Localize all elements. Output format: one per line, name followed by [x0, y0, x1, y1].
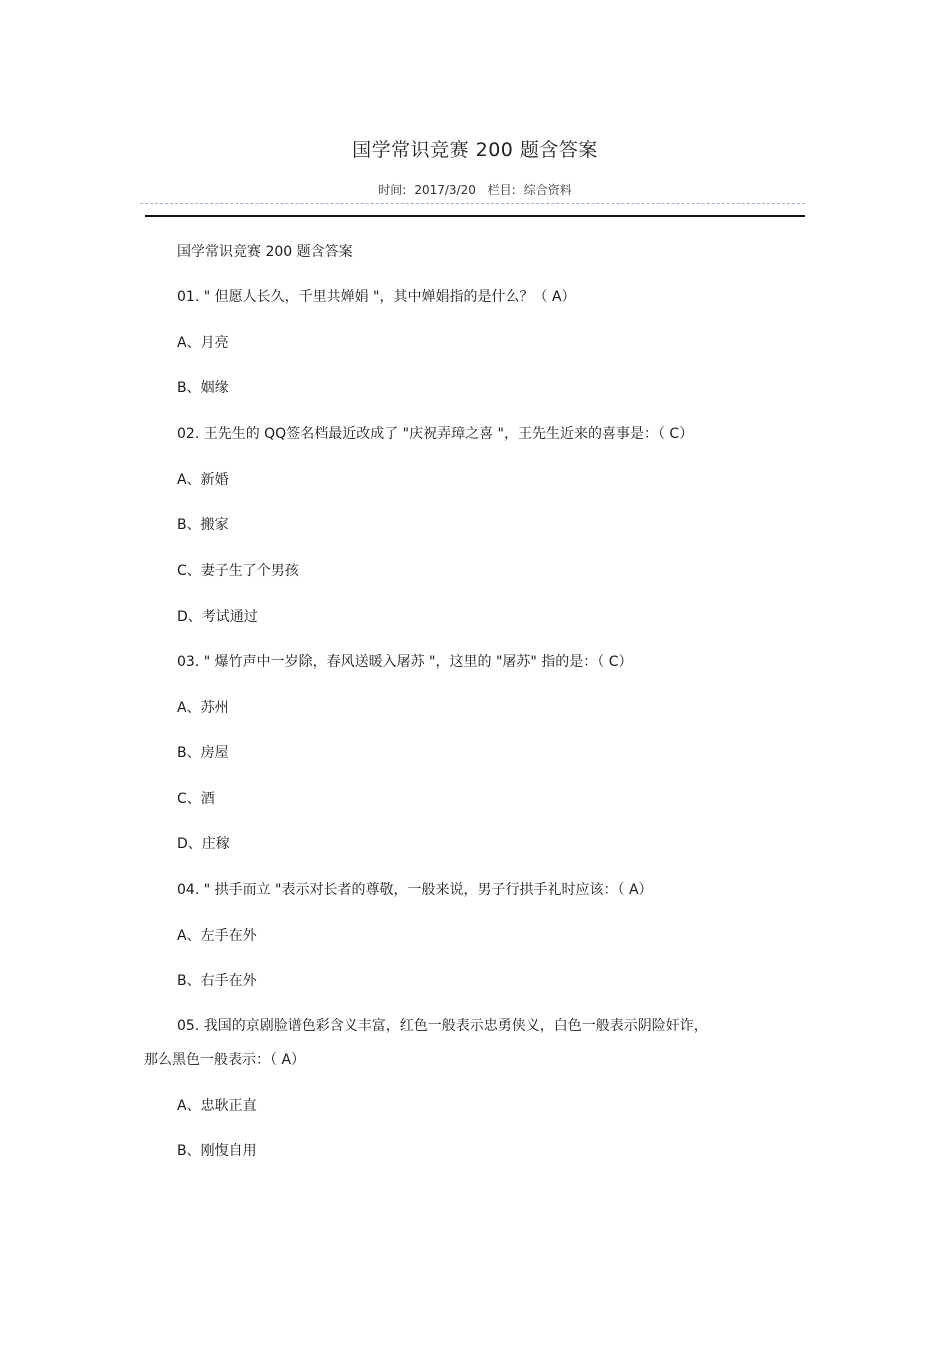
content-heading: 国学常识竞赛 200 题含答案 [177, 244, 353, 260]
option-line: B、右手在外 [177, 973, 257, 989]
option-line: C、妻子生了个男孩 [177, 563, 299, 579]
document-meta [0, 181, 950, 198]
option-line: D、庄稼 [177, 836, 230, 852]
time-value: 2017/3/20 [414, 183, 476, 197]
question-4: 04. " 拱手而立 "表示对长者的尊敬，一般来说，男子行拱手礼时应该：（ A） [177, 882, 653, 898]
option-line: A、苏州 [177, 700, 229, 716]
column-label: 栏目: [487, 183, 516, 197]
option-line: B、姻缘 [177, 380, 229, 396]
option-line: A、忠耿正直 [177, 1098, 257, 1114]
time-label: 时间: [378, 183, 407, 197]
question-3: 03. " 爆竹声中一岁除，春风送暖入屠苏 "，这里的 "屠苏" 指的是：（ C） [177, 654, 633, 670]
option-line: C、酒 [177, 791, 215, 807]
question-2: 02. 王先生的 QQ签名档最近改成了 "庆祝弄璋之喜 "，王先生近来的喜事是：（ C） [177, 426, 694, 442]
column-value: 综合资料 [523, 183, 572, 197]
solid-divider [145, 215, 805, 217]
question-1: 01. " 但愿人长久，千里共婵娟 "，其中婵娟指的是什么？（ A） [177, 289, 576, 305]
question-5-continued: 那么黑色一般表示：（ A） [144, 1052, 306, 1068]
option-line: A、月亮 [177, 335, 229, 351]
option-line: A、左手在外 [177, 928, 257, 944]
dashed-divider [140, 203, 805, 204]
option-line: A、新婚 [177, 472, 229, 488]
option-line: B、搬家 [177, 517, 229, 533]
option-line: D、考试通过 [177, 609, 258, 625]
option-line: B、房屋 [177, 745, 229, 761]
document-title: 国学常识竞赛 200 题含答案 [352, 139, 598, 161]
option-line: B、刚愎自用 [177, 1143, 257, 1159]
question-5: 05. 我国的京剧脸谱色彩含义丰富，红色一般表示忠勇侠义，白色一般表示阴险奸诈， [177, 1018, 708, 1034]
